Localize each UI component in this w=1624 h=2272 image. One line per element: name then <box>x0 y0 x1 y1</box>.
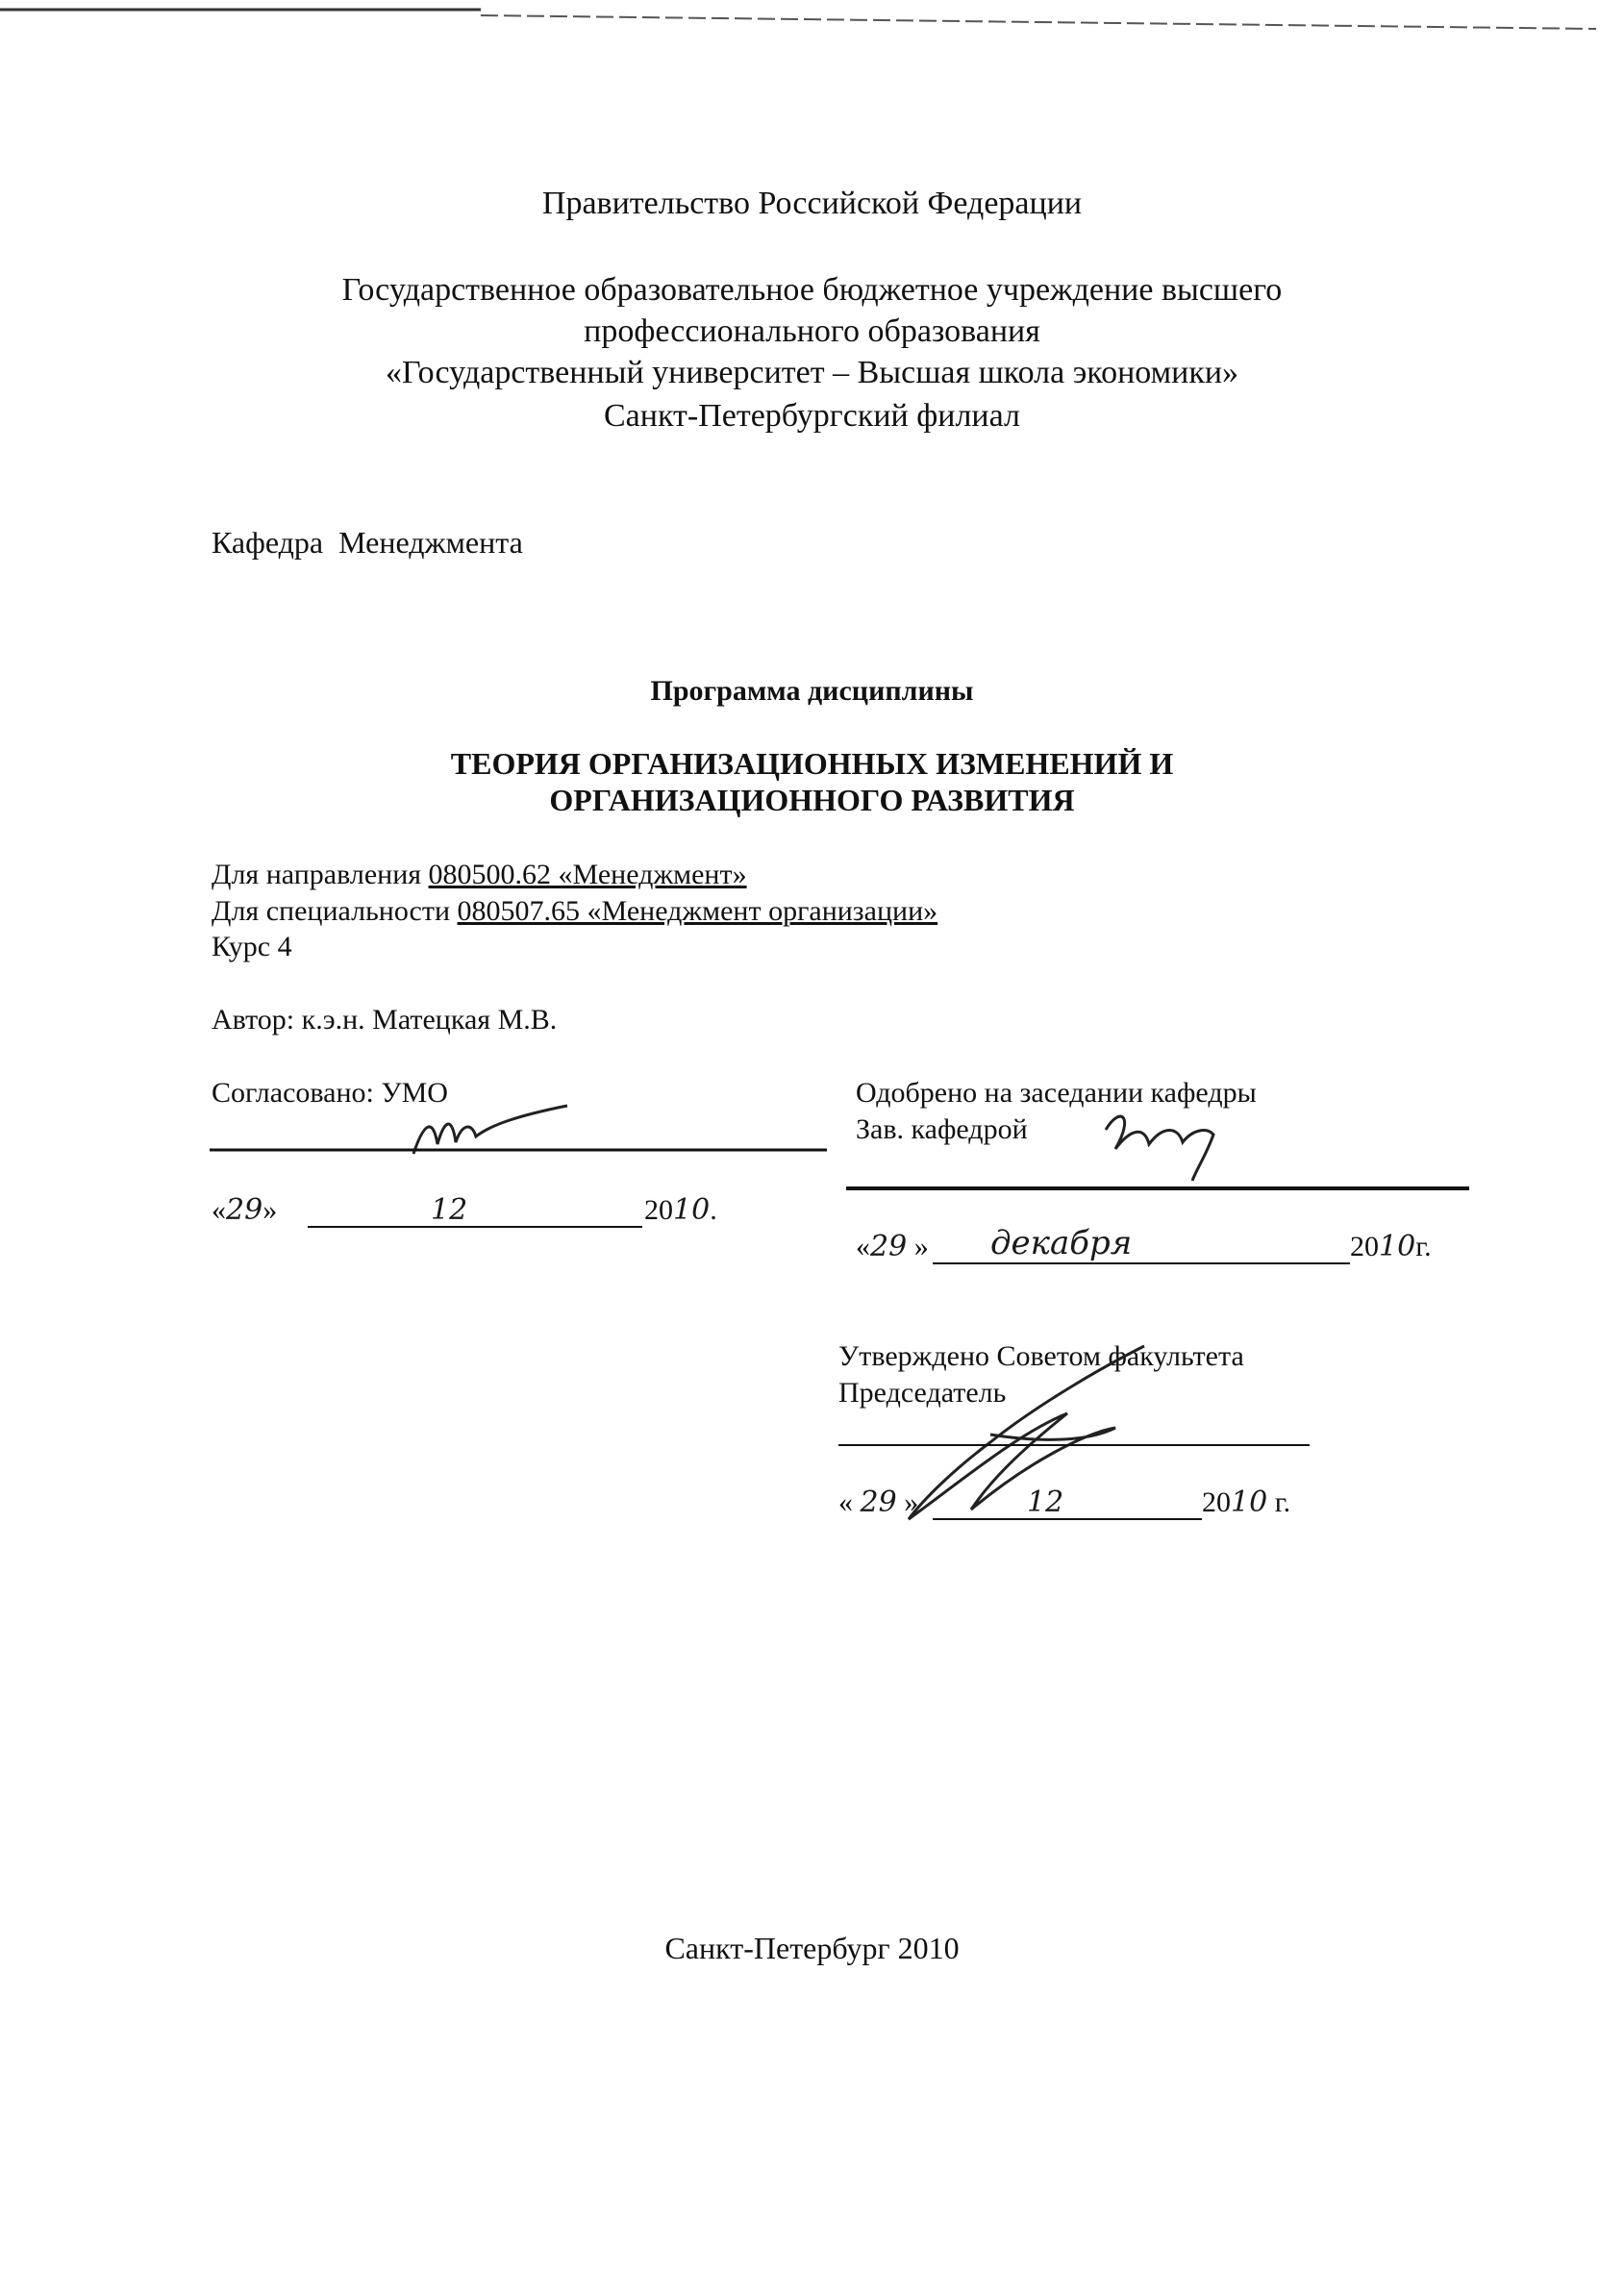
umo-date-month: 12 <box>431 1193 468 1227</box>
department-date-close: » <box>913 1231 929 1262</box>
program-title-line-1: ТЕОРИЯ ОРГАНИЗАЦИОННЫХ ИЗМЕНЕНИЙ И <box>450 746 1174 781</box>
umo-approval-label: Согласовано: УМО <box>212 1077 448 1109</box>
direction-value: 080500.62 «Менеджмент» <box>428 859 747 890</box>
council-chair-label: Председатель <box>838 1377 1007 1409</box>
course: Курс 4 <box>212 931 292 962</box>
department-date-month: декабря <box>990 1224 1133 1262</box>
council-date-day: 29 <box>860 1486 897 1519</box>
specialty-value: 080507.65 «Менеджмент организации» <box>457 895 938 927</box>
government-line: Правительство Российской Федерации <box>541 186 1083 221</box>
council-date-year-prefix: 20 <box>1202 1486 1231 1518</box>
department-date-day: 29 <box>870 1230 908 1263</box>
author: Автор: к.э.н. Матецкая М.В. <box>212 1004 558 1036</box>
umo-date-year-end: . <box>710 1194 717 1226</box>
umo-date-open: « <box>212 1194 226 1226</box>
umo-date-day: 29 <box>226 1193 263 1227</box>
head-of-department-label: Зав. кафедрой <box>856 1113 1028 1145</box>
department-date-year-suffix: 10 <box>1379 1230 1416 1263</box>
council-date-open: « <box>838 1486 853 1518</box>
council-date-close: » <box>904 1486 919 1518</box>
specialty-label: Для специальности <box>212 895 451 927</box>
department-date-year-prefix: 20 <box>1350 1231 1379 1262</box>
branch-name: Санкт-Петербургский филиал <box>603 398 1020 434</box>
council-date-year-suffix: 10 <box>1231 1486 1268 1519</box>
department-date-open: « <box>856 1231 870 1262</box>
program-title-line-2: ОРГАНИЗАЦИОННОГО РАЗВИТИЯ <box>549 783 1075 817</box>
council-approval-label: Утверждено Советом факультета <box>838 1340 1244 1372</box>
program-heading: Программа дисциплины <box>650 675 974 707</box>
umo-date-year-suffix: 10 <box>673 1193 711 1227</box>
institution-line-2: профессионального образования <box>584 313 1040 349</box>
institution-line-1: Государственное образовательное бюджетное учреждение высшего <box>341 272 1283 308</box>
department-name: Менеджмента <box>338 525 523 560</box>
city-year: Санкт-Петербург 2010 <box>664 1931 960 1965</box>
council-date-month: 12 <box>1027 1486 1064 1519</box>
department-approval-label: Одобрено на заседании кафедры <box>856 1077 1257 1109</box>
direction-label: Для направления <box>212 859 422 890</box>
university-name: «Государственный университет – Высшая школа экономики» <box>385 355 1239 390</box>
council-date-year-end: г. <box>1274 1486 1291 1518</box>
umo-date-year-prefix: 20 <box>644 1194 673 1226</box>
department-date-year-end: г. <box>1415 1231 1432 1262</box>
umo-date-close: » <box>262 1194 278 1226</box>
department-label: Кафедра <box>212 525 324 560</box>
